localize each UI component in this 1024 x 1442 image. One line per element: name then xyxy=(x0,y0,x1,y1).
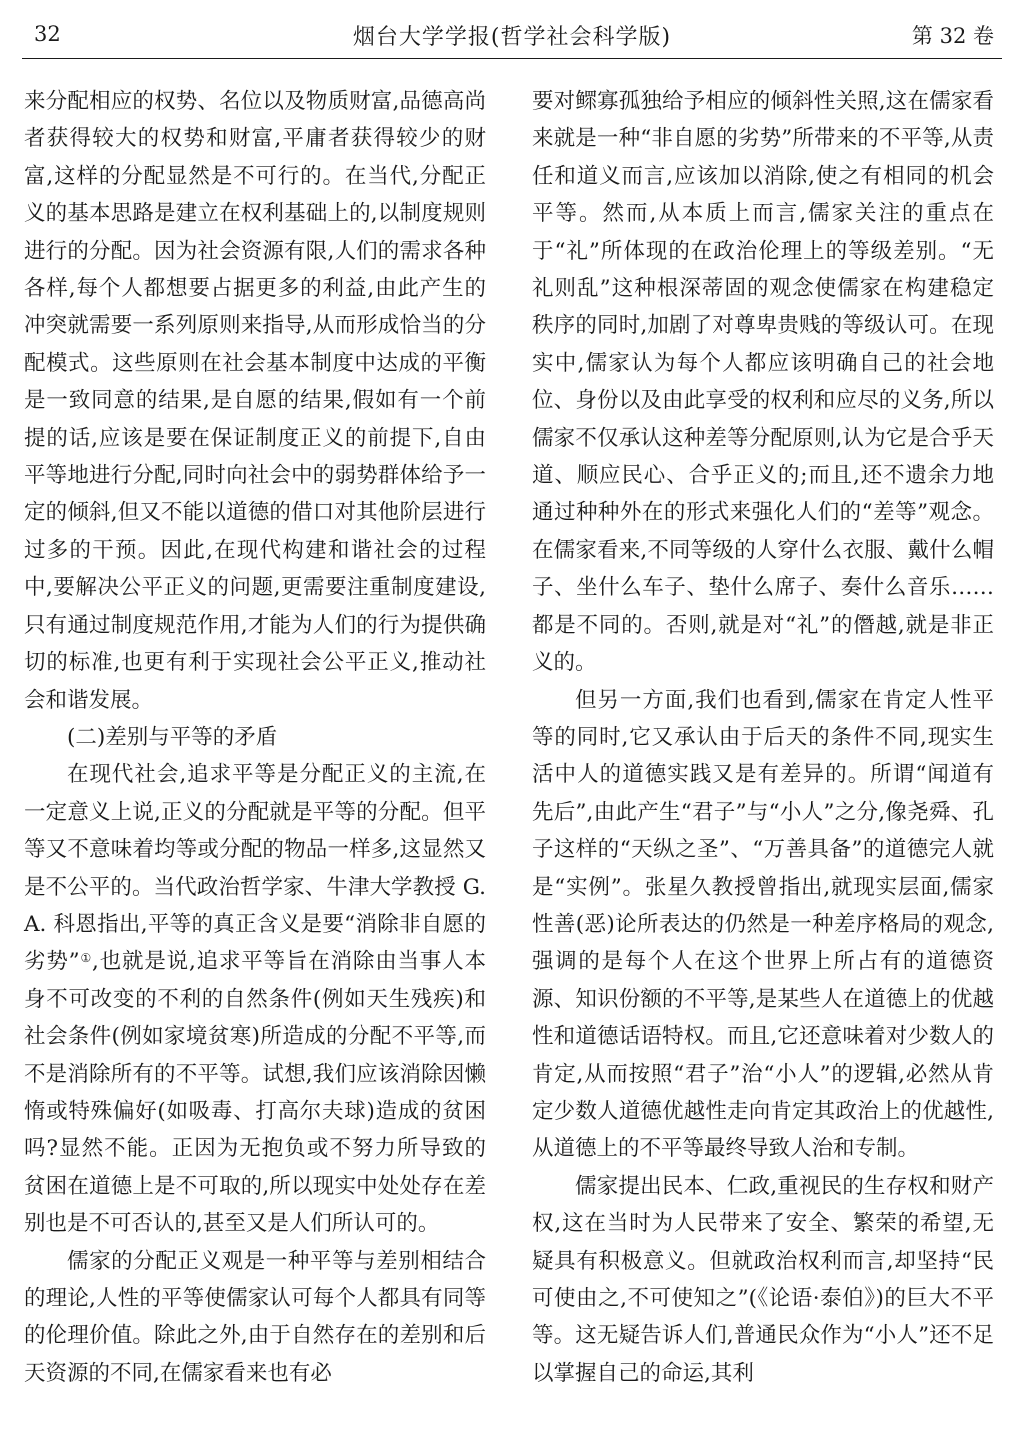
header-rule xyxy=(22,58,1002,59)
page-number: 32 xyxy=(34,22,61,46)
paragraph: 儒家的分配正义观是一种平等与差别相结合的理论,人性的平等使儒家认可每个人都具有同等的伦理价值。除此之外,由于自然存在的差别和后天资源的不同,在儒家看来也有必 xyxy=(24,1248,486,1386)
page-header xyxy=(0,0,1024,62)
paragraph-text: ,也就是说,追求平等旨在消除由当事人本身不可改变的不利的自然条件(例如天生残疾)和社会条件(例如家境贫寒)所造成的分配不平等,而不是消除所有的不平等。试想,我们应该消除因懒惰或特殊偏好(如吸毒、打高尔夫球)造成的贫困吗?显然不能。正因为无抱负或不努力所导致的贫困在道德上是不可取的,所以现实中处处存在差别也是不可否认的,甚至又是人们所认可的。 xyxy=(24,949,486,1237)
paragraph: 但另一方面,我们也看到,儒家在肯定人性平等的同时,它又承认由于后天的条件不同,现实生活中人的道德实践又是有差异的。所谓“闻道有先后”,由此产生“君子”与“小人”之分,像尧舜、孔子这样的“天纵之圣”、“万善具备”的道德完人就是“实例”。张星久教授曾指出,就现实层面,儒家性善(恶)论所表达的仍然是一种差序格局的观念,强调的是每个人在这个世界上所占有的道德资源、知识份额的不平等,是某些人在道德上的优越性和道德话语特权。而且,它还意味着对少数人的肯定,从而按照“君子”治“小人”的逻辑,必然从肯定少数人道德优越性走向肯定其政治上的优越性,从道德上的不平等最终导致人治和专制。 xyxy=(532,687,994,1162)
left-column xyxy=(24,83,486,1392)
paragraph xyxy=(24,756,486,1242)
paragraph: 儒家提出民本、仁政,重视民的生存权和财产权,这在当时为人民带来了安全、繁荣的希望,无疑具有积极意义。但就政治权利而言,却坚持“民可使由之,不可使知之”(《论语·泰伯》)的巨大不平等。这无疑告诉人们,普通民众作为“小人”还不足以掌握自己的命运,其利 xyxy=(532,1173,994,1386)
footnote-marker: ① xyxy=(79,951,93,966)
right-column xyxy=(532,83,994,1392)
paragraph: 要对鳏寡孤独给予相应的倾斜性关照,这在儒家看来就是一种“非自愿的劣势”所带来的不平等,从责任和道义而言,应该加以消除,使之有相同的机会平等。然而,从本质上而言,儒家关注的重点在于“礼”所体现的在政治伦理上的等级差别。“无礼则乱”这种根深蒂固的观念使儒家在构建稳定秩序的同时,加剧了对尊卑贵贱的等级认可。在现实中,儒家认为每个人都应该明确自己的社会地位、身份以及由此享受的权利和应尽的义务,所以儒家不仅承认这种差等分配原则,认为它是合乎天道、顺应民心、合乎正义的;而且,还不遗余力地通过种种外在的形式来强化人们的“差等”观念。在儒家看来,不同等级的人穿什么衣服、戴什么帽子、坐什么车子、垫什么席子、奏什么音乐……都是不同的。否则,就是对“礼”的僭越,就是非正义的。 xyxy=(532,89,994,676)
paragraph: 来分配相应的权势、名位以及物质财富,品德高尚者获得较大的权势和财富,平庸者获得较少的财富,这样的分配显然是不可行的。在当代,分配正义的基本思路是建立在权利基础上的,以制度规则进行的分配。因为社会资源有限,人们的需求各种各样,每个人都想要占据更多的利益,由此产生的冲突就需要一系列原则来指导,从而形成恰当的分配模式。这些原则在社会基本制度中达成的平衡是一致同意的结果,是自愿的结果,假如有一个前提的话,应该是要在保证制度正义的前提下,自由平等地进行分配,同时向社会中的弱势群体给予一定的倾斜,但又不能以道德的借口对其他阶层进行过多的干预。因此,在现代构建和谐社会的过程中,要解决公平正义的问题,更需要注重制度建设,只有通过制度规范作用,才能为人们的行为提供确切的标准,也更有利于实现社会公平正义,推动社会和谐发展。 xyxy=(24,89,486,713)
section-heading: (二)差别与平等的矛盾 xyxy=(67,724,278,750)
paragraph-text: 在现代社会,追求平等是分配正义的主流,在一定意义上说,正义的分配就是平等的分配。但平等又不意味着均等或分配的物品一样多,这显然又是不公平的。当代政治哲学家、牛津大学教授 G. A. 科恩指出,平等的真正含义是要“消除非自愿的劣势” xyxy=(24,762,486,975)
journal-title: 烟台大学学报(哲学社会科学版) xyxy=(352,25,672,50)
volume-label: 第 32 卷 xyxy=(911,24,994,48)
